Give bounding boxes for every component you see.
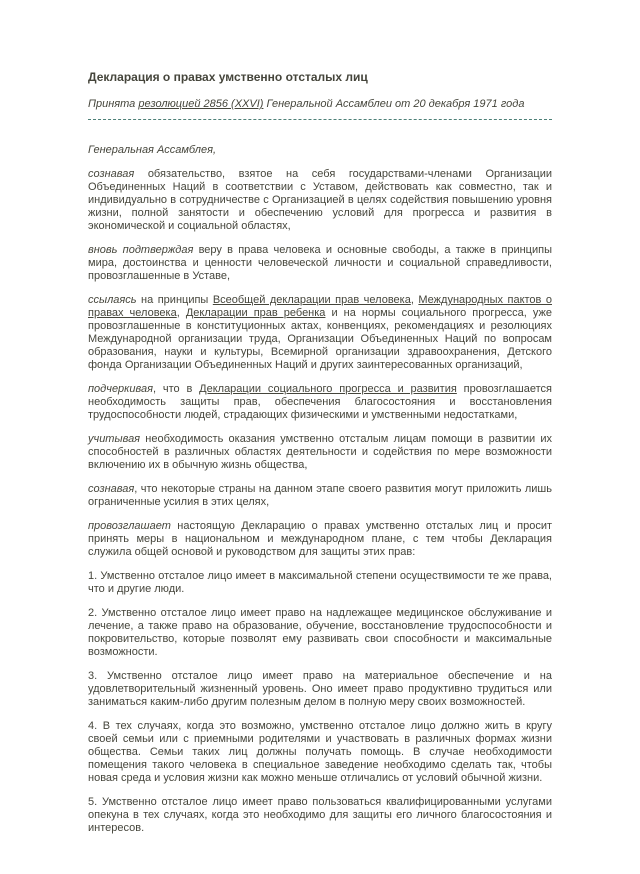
text-run: сознавая (88, 483, 135, 495)
text-run: , что в (153, 383, 200, 395)
text-run: подчеркивая (88, 383, 153, 395)
paragraph (88, 433, 552, 472)
document-link[interactable]: Декларации прав ребенка (185, 307, 326, 319)
paragraph (88, 144, 552, 157)
paragraph (88, 520, 552, 559)
text-run: и на нормы социального прогресса, уже провозглашенные в конституционных актах, конвенциях, рекомендациях и резолюциях Международной организации труда, Организации Объединенных Наций по вопросам образования, науки и культуры, Всемирной организации здравоохранения, Детского фонда Организации Объединенных Наций и других заинтересованных организаций, (88, 307, 552, 371)
text-run: , что некоторые страны на данном этапе своего развития могут приложить лишь ограниченные усилия в этих целях, (88, 483, 552, 508)
paragraph (88, 670, 552, 709)
text-run: провозглашается необходимость защиты прав, обеспечения благосостояния и восстановления трудоспособности людей, страдающих физическими и умственными недостатками, (88, 383, 552, 421)
text-run: обязательство, взятое на себя государствами-членами Организации Объединенных Наций в соответствии с Уставом, действовать как совместно, так и индивидуально в сотрудничестве с Организацией в целях содействия повышению уровня жизни, полной занятости и обеспечению условий для прогресса и развития в экономической и социальной областях, (88, 168, 552, 232)
paragraph (88, 796, 552, 835)
paragraph (88, 244, 552, 283)
text-run: необходимость оказания умственно отсталым лицам помощи в развитии их способностей в различных областях деятельности и содействия по мере возможности включению их в обычную жизнь общества, (88, 433, 552, 471)
paragraph (88, 607, 552, 659)
document-body (88, 144, 552, 835)
text-run: , (176, 307, 186, 319)
document-subtitle (88, 98, 552, 111)
text-run: сознавая (88, 168, 135, 180)
paragraph (88, 294, 552, 372)
document-link[interactable]: Декларации социального прогресса и развития (199, 383, 457, 395)
text-run: учитывая (88, 433, 141, 445)
text-run: Генеральной Ассамблеи от 20 декабря 1971 года (263, 98, 525, 110)
text-run: 3. Умственно отсталое лицо имеет право на материальное обеспечение и на удовлетворительный жизненный уровень. Оно имеет право продуктивно трудиться или заниматься каким-либо другим полезным делом в полную меру своих возможностей. (88, 670, 552, 708)
text-run: провозглашает (88, 520, 171, 532)
paragraph (88, 570, 552, 596)
document-title: Декларация о правах умственно отсталых лиц (88, 70, 368, 84)
paragraph (88, 483, 552, 509)
document-link[interactable]: Международных пактов о правах человека (88, 294, 552, 319)
paragraph (88, 720, 552, 785)
separator-dashed-line (88, 119, 552, 120)
text-run: Генеральная Ассамблея, (88, 144, 217, 156)
text-run: настоящую Декларацию о правах умственно отсталых лиц и просит принять меры в национальном и международном плане, с тем чтобы Декларация служила общей основой и руководством для защиты этих прав: (88, 520, 552, 558)
document-link[interactable]: Всеобщей декларации прав человека (212, 294, 411, 306)
text-run: вновь подтверждая (88, 244, 194, 256)
text-run: на принципы (136, 294, 213, 306)
paragraph (88, 168, 552, 233)
text-run: Принята (88, 98, 139, 110)
text-run: 1. Умственно отсталое лицо имеет в максимальной степени осуществимости те же права, что и другие люди. (88, 570, 552, 595)
text-run: 5. Умственно отсталое лицо имеет право пользоваться квалифицированными услугами опекуна в тех случаях, когда это необходимо для защиты его личного благосостояния и интересов. (88, 796, 552, 834)
text-run: ссылаясь (88, 294, 137, 306)
text-run: , (410, 294, 419, 306)
text-run: 2. Умственно отсталое лицо имеет право на надлежащее медицинское обслуживание и лечение, а также право на образование, обучение, восстановление трудоспособности и покровительство, которые позволят ему развивать свои способности и максимальные возможности. (88, 607, 552, 658)
text-run: веру в права человека и основные свободы, а также в принципы мира, достоинства и ценности человеческой личности и социальной справедливости, провозглашенные в Уставе, (88, 244, 552, 282)
paragraph (88, 383, 552, 422)
text-run: 4. В тех случаях, когда это возможно, умственно отсталое лицо должно жить в кругу своей семьи или с приемными родителями и участвовать в различных формах жизни общества. Семьи таких лиц должны получать помощь. В случае необходимости помещения такого человека в специальное заведение необходимо сделать так, чтобы новая среда и условия жизни как можно меньше отличались от условий обычной жизни. (88, 720, 552, 784)
document-link[interactable]: резолюцией 2856 (XXVI) (138, 98, 264, 110)
